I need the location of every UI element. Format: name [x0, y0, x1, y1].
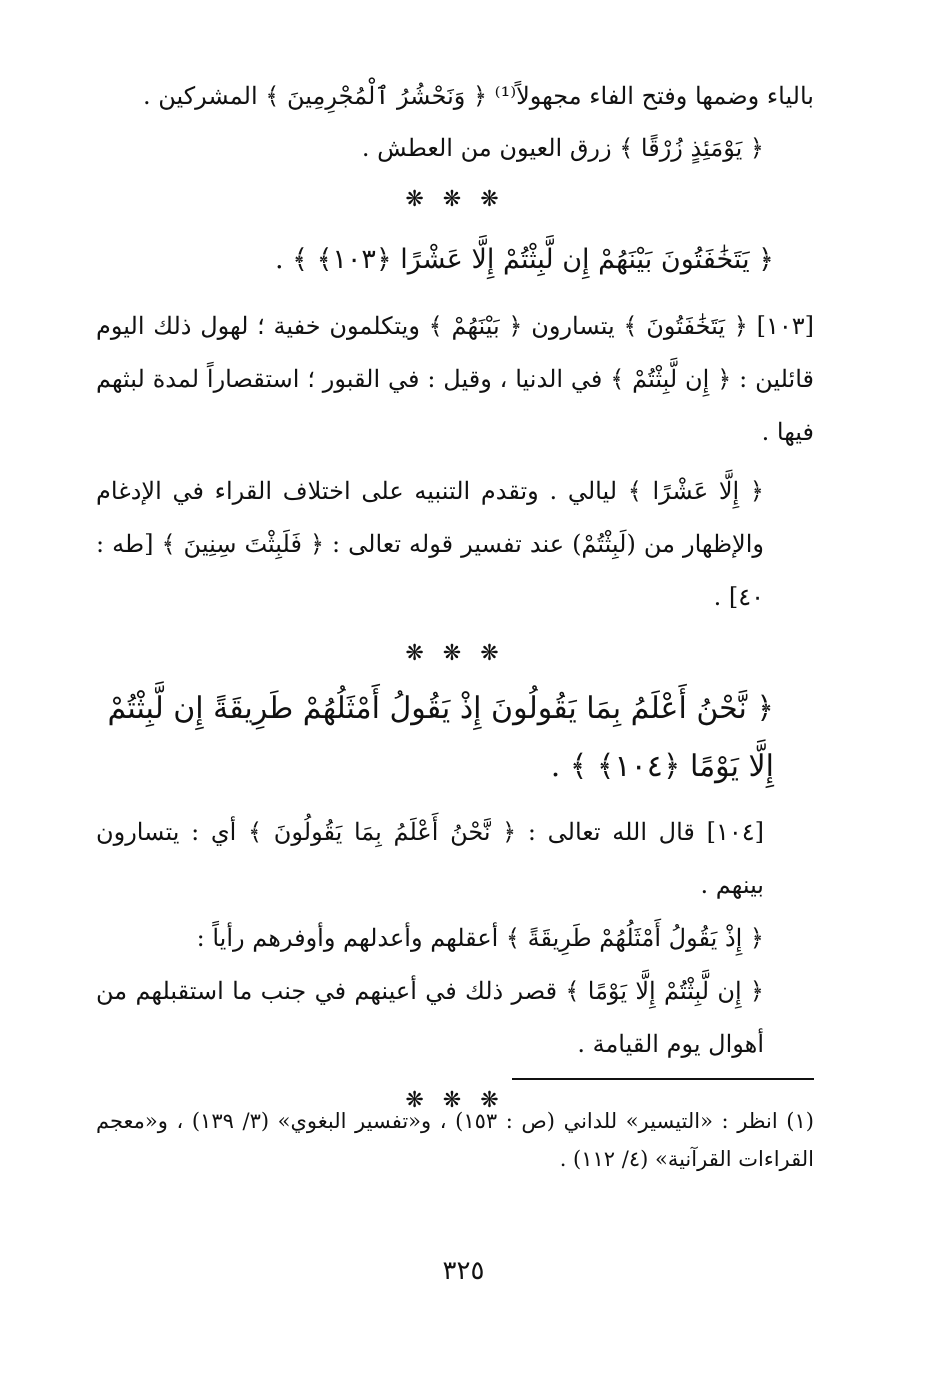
commentary-paragraph: ﴿ إِن لَّبِثْتُمْ إِلَّا يَوْمًا ﴾ قصر ذلك في أعينهم في جنب ما استقبلهم من أهوال يوم القيامة .: [96, 977, 764, 1058]
footnote: (١) انظر : «التيسير» للداني (ص : ١٥٣) ، و«تفسير البغوي» (٣/ ١٣٩) ، و«معجم القراءات القرآنية» (٤/ ١١٢) .: [96, 1109, 814, 1171]
section-separator: ❋ ❋ ❋: [405, 1088, 505, 1113]
section-separator: ❋ ❋ ❋: [405, 641, 505, 666]
quran-verse: ﴿ نَّحْنُ أَعْلَمُ بِمَا يَقُولُونَ إِذْ يَقُولُ أَمْثَلُهُمْ طَرِيقَةً إِن لَّبِثْتُمْ إِلَّا يَوْمًا ﴿١٠٤﴾ ﴾ .: [107, 691, 774, 784]
text-line: ﴿ يَوْمَئِذٍ زُرْقًا ﴾ زرق العيون من العطش .: [361, 134, 764, 162]
page-number: ٣٢٥: [442, 1256, 485, 1286]
commentary-paragraph: [١٠٤] قال الله تعالى : ﴿ نَّحْنُ أَعْلَمُ بِمَا يَقُولُونَ ﴾ أي : يتسارون بينهم .: [96, 818, 764, 899]
text-line: بالياء وضمها وفتح الفاء مجهولاً⁽¹⁾ ﴿ وَنَحْشُرُ ٱلْمُجْرِمِينَ ﴾ المشركين .: [142, 82, 814, 110]
footnote-divider: [512, 1078, 814, 1080]
page-body: [96, 70, 814, 1121]
commentary-paragraph: ﴿ إِلَّا عَشْرًا ﴾ ليالي . وتقدم التنبيه على اختلاف القراء في الإدغام والإظهار من (لَبِثْتُمْ) عند تفسير قوله تعالى : ﴿ فَلَبِثْتَ سِنِينَ ﴾ [طه : ٤٠] .: [96, 477, 764, 611]
commentary-paragraph: ﴿ إِذْ يَقُولُ أَمْثَلُهُمْ طَرِيقَةً ﴾ أعقلهم وأعدلهم وأوفرهم رأياً :: [196, 924, 764, 952]
section-separator: ❋ ❋ ❋: [405, 187, 505, 212]
quran-verse: ﴿ يَتَخَٰفَتُونَ بَيْنَهُمْ إِن لَّبِثْتُمْ إِلَّا عَشْرًا ﴿١٠٣﴾ ﴾ .: [275, 244, 774, 275]
commentary-paragraph: [١٠٣] ﴿ يَتَخَٰفَتُونَ ﴾ يتسارون ﴿ بَيْنَهُمْ ﴾ ويتكلمون خفية ؛ لهول ذلك اليوم قائلين : ﴿ إِن لَّبِثْتُمْ ﴾ في الدنيا ، وقيل : في القبور ؛ استقصاراً لمدة لبثهم فيها .: [96, 312, 814, 446]
